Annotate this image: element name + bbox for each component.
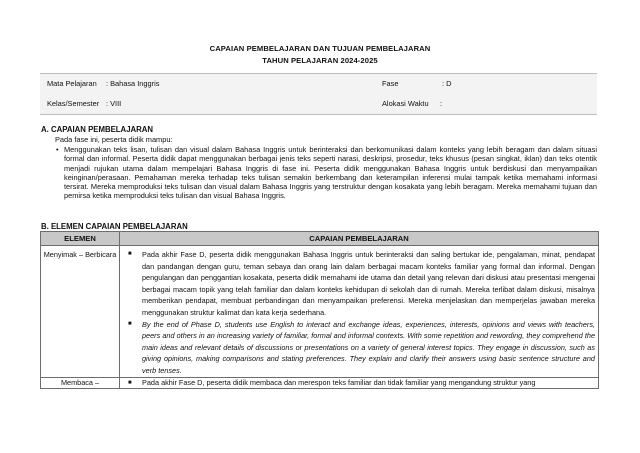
class-value: : VIII	[106, 99, 122, 108]
subject-value: : Bahasa Inggris	[106, 79, 160, 88]
bullet-icon: ■	[128, 379, 132, 386]
section-a-intro: Pada fase ini, peserta didik mampu:	[55, 135, 173, 144]
document-title: CAPAIAN PEMBELAJARAN DAN TUJUAN PEMBELAJARAN	[209, 44, 431, 53]
section-a-heading: A. CAPAIAN PEMBELAJARAN	[41, 125, 154, 134]
table-row	[41, 377, 599, 388]
section-a-text: Menggunakan teks lisan, tulisan dan visual dalam Bahasa Inggris untuk berinteraksi dan berkomunikasi dalam konteks yang lebih beragam dan dalam situasi formal dan informal. Peserta didik dapat menggunakan berbagai jenis teks seperti narasi, deskripsi, prosedur, teks khusus (pesan singkat, iklan) dan teks otentik menjadi rujukan utama dalam mempelajari Bahasa Inggris di fase ini. Peserta didik menggunakan Bahasa Inggris untuk berdiskusi dan menyampaikan keinginan/perasaan. Pemahaman mereka terhadap teks tulisan semakin berkembang dan keterampilan inferensi mulai tampak ketika memahami informasi tersirat. Mereka memproduksi teks tulisan dan visual dalam Bahasa Inggris yang terstruktur dengan kosakata yang lebih beragam. Mereka memahami tujuan dan pemirsa ketika memproduksi teks tulisan dan visual Bahasa Inggris.	[64, 145, 597, 201]
list-item	[128, 249, 595, 319]
table-header-row	[41, 232, 599, 246]
info-box	[40, 73, 597, 115]
element-cell: Membaca –	[41, 377, 120, 388]
element-cell: Menyimak – Berbicara	[41, 246, 120, 378]
bullet-icon: •	[56, 145, 59, 154]
column-header-element: ELEMEN	[41, 232, 120, 246]
phase-label: Fase	[382, 79, 399, 88]
time-value: :	[440, 99, 443, 108]
outcome-text-id: Pada akhir Fase D, peserta didik membaca dan merespon teks familiar dan tidak familiar yang mengandung struktur yang	[142, 377, 536, 387]
table-row	[41, 246, 599, 378]
outcome-cell	[120, 246, 599, 378]
subject-label: Mata Pelajaran	[47, 79, 97, 88]
time-label: Alokasi Waktu	[382, 99, 429, 108]
column-header-outcome: CAPAIAN PEMBELAJARAN	[120, 232, 599, 246]
list-item	[128, 319, 595, 377]
bullet-icon: ■	[128, 251, 132, 257]
class-label: Kelas/Semester	[47, 99, 100, 108]
outcome-text-en: By the end of Phase D, students use English to interact and exchange ideas, experiences, interests, opinions and views with teachers, peers and others in an increasing variety of familiar, formal and informal contexts. With some repetition and rewording, they comprehend the main ideas and relevant details of discussions or presentations on a variety of general interest topics. They engage in discussion, such as giving opinions, making comparisons and stating preferences. They explain and clarify their answers using basic sentence structure and verb tenses.	[142, 319, 595, 375]
section-b-heading: B. ELEMEN CAPAIAN PEMBELAJARAN	[41, 222, 188, 231]
bullet-icon: ■	[128, 320, 132, 327]
document-subtitle: TAHUN PELAJARAN 2024-2025	[262, 56, 378, 65]
phase-value: : D	[442, 79, 452, 88]
list-item	[128, 377, 595, 387]
outcome-cell	[120, 377, 599, 388]
outcome-table	[40, 231, 599, 389]
outcome-text-id: Pada akhir Fase D, peserta didik menggunakan Bahasa Inggris untuk berinteraksi dan saling bertukar ide, pengalaman, minat, pendapat dan pandangan dengan guru, teman sebaya dan orang lain dalam berbagai macam konteks familiar yang formal dan informal. Dengan pengulangan dan penggantian kosakata, peserta didik memahami ide utama dan detail yang relevan dari diskusi atau presentasi mengenai berbagai macam topik yang telah familiar dan dalam konteks kehidupan di sekolah dan di rumah. Mereka terlibat dalam diskusi, misalnya memberikan pendapat, membuat perbandingan dan menyampaikan preferensi. Mereka menjelaskan dan memperjelas jawaban mereka menggunakan struktur kalimat dan kata kerja sederhana.	[142, 250, 595, 317]
